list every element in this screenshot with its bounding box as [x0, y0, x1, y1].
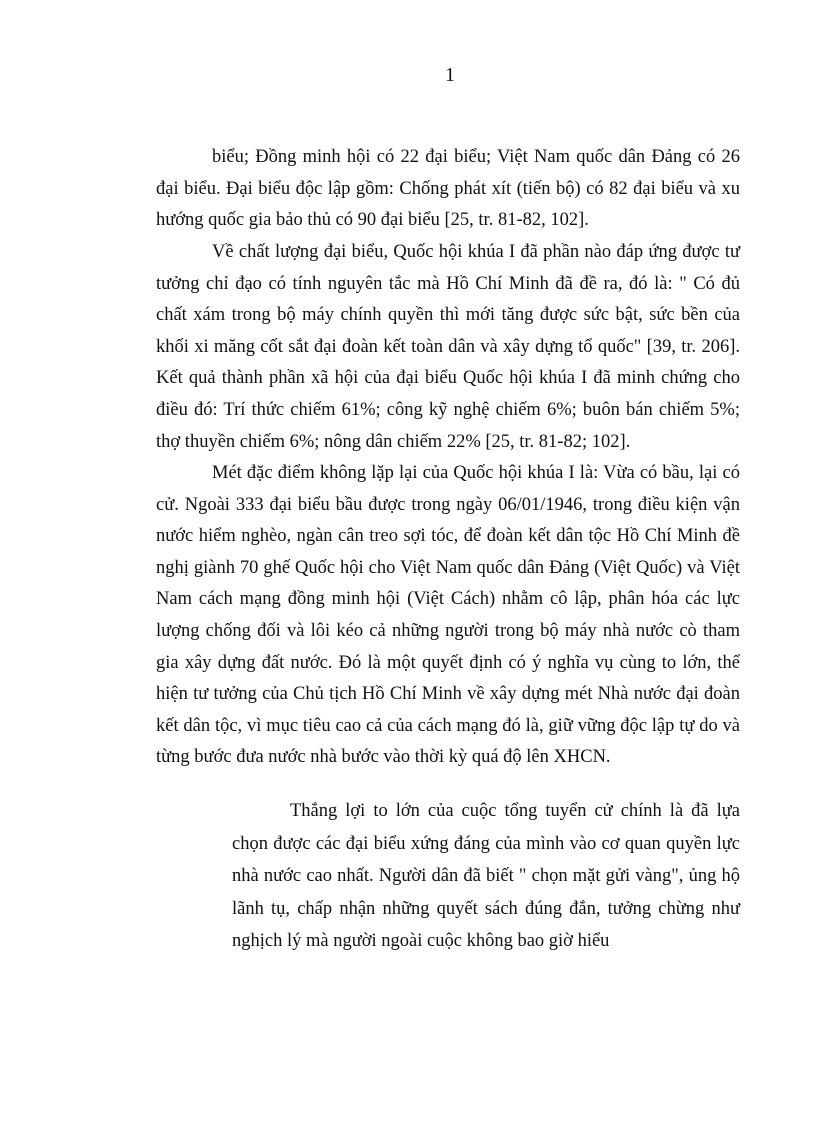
paragraph-unique-feature: Mét đặc điểm không lặp lại của Quốc hội khúa I là: Vừa có bầu, lại có cử. Ngoài 333 đại biểu bầu được trong ngày 06/01/1946, trong điều kiện vận nước hiểm nghèo, ngàn cân treo sợi tóc, để đoàn kết dân tộc Hồ Chí Minh đề nghị giành 70 ghế Quốc hội cho Việt Nam quốc dân Đảng (Việt Quốc) và Việt Nam cách mạng đồng minh hội (Việt Cách) nhằm cô lập, phân hóa các lực lượng chống đối và lôi kéo cả những người trong bộ máy nhà nước cò tham gia xây dựng đất nước. Đó là một quyết định có ý nghĩa vụ cùng to lớn, thể hiện tư tưởng của Chủ tịch Hồ Chí Minh về xây dựng mét Nhà nước đại đoàn kết dân tộc, vì mục tiêu cao cả của cách mạng đó là, giữ vững độc lập tự do và từng bước đưa nước nhà bước vào thời kỳ quá độ lên XHCN.	[156, 463, 740, 768]
page-number: 1	[445, 64, 455, 86]
paragraph-continuation: biểu; Đồng minh hội có 22 đại biểu; Việt Nam quốc dân Đảng có 26 đại biểu. Đại biểu độc lập gồm: Chống phát xít (tiến bộ) có 82 đại biểu và xu hướng quốc gia bảo thủ có 90 đại biểu [25, tr. 81-82, 102].	[156, 147, 740, 231]
paragraph-delegate-quality: Về chất lượng đại biểu, Quốc hội khúa I đã phần nào đáp ứng được tư tưởng chỉ đạo có tính nguyên tắc mà Hồ Chí Minh đã đề ra, đó là: " Có đủ chất xám trong bộ máy chính quyền thì mới tăng được sức bật, sức bền của khối xi măng cốt sắt đại đoàn kết toàn dân và xây dựng tổ quốc" [39, tr. 206]. Kết quả thành phần xã hội của đại biểu Quốc hội khúa I đã minh chứng cho điều đó: Trí thức chiếm 61%; công kỹ nghệ chiếm 6%; buôn bán chiếm 5%; thợ thuyền chiếm 6%; nông dân chiếm 22% [25, tr. 81-82; 102].	[156, 242, 740, 452]
block-quote: Thắng lợi to lớn của cuộc tổng tuyển cử chính là đã lựa chọn được các đại biểu xứng đáng của mình vào cơ quan quyền lực nhà nước cao nhất. Người dân đã biết " chọn mặt gửi vàng", ủng hộ lãnh tụ, chấp nhận những quyết sách đúng đắn, tưởng chừng như nghịch lý mà người ngoài cuộc không bao giờ hiểu	[232, 801, 740, 951]
